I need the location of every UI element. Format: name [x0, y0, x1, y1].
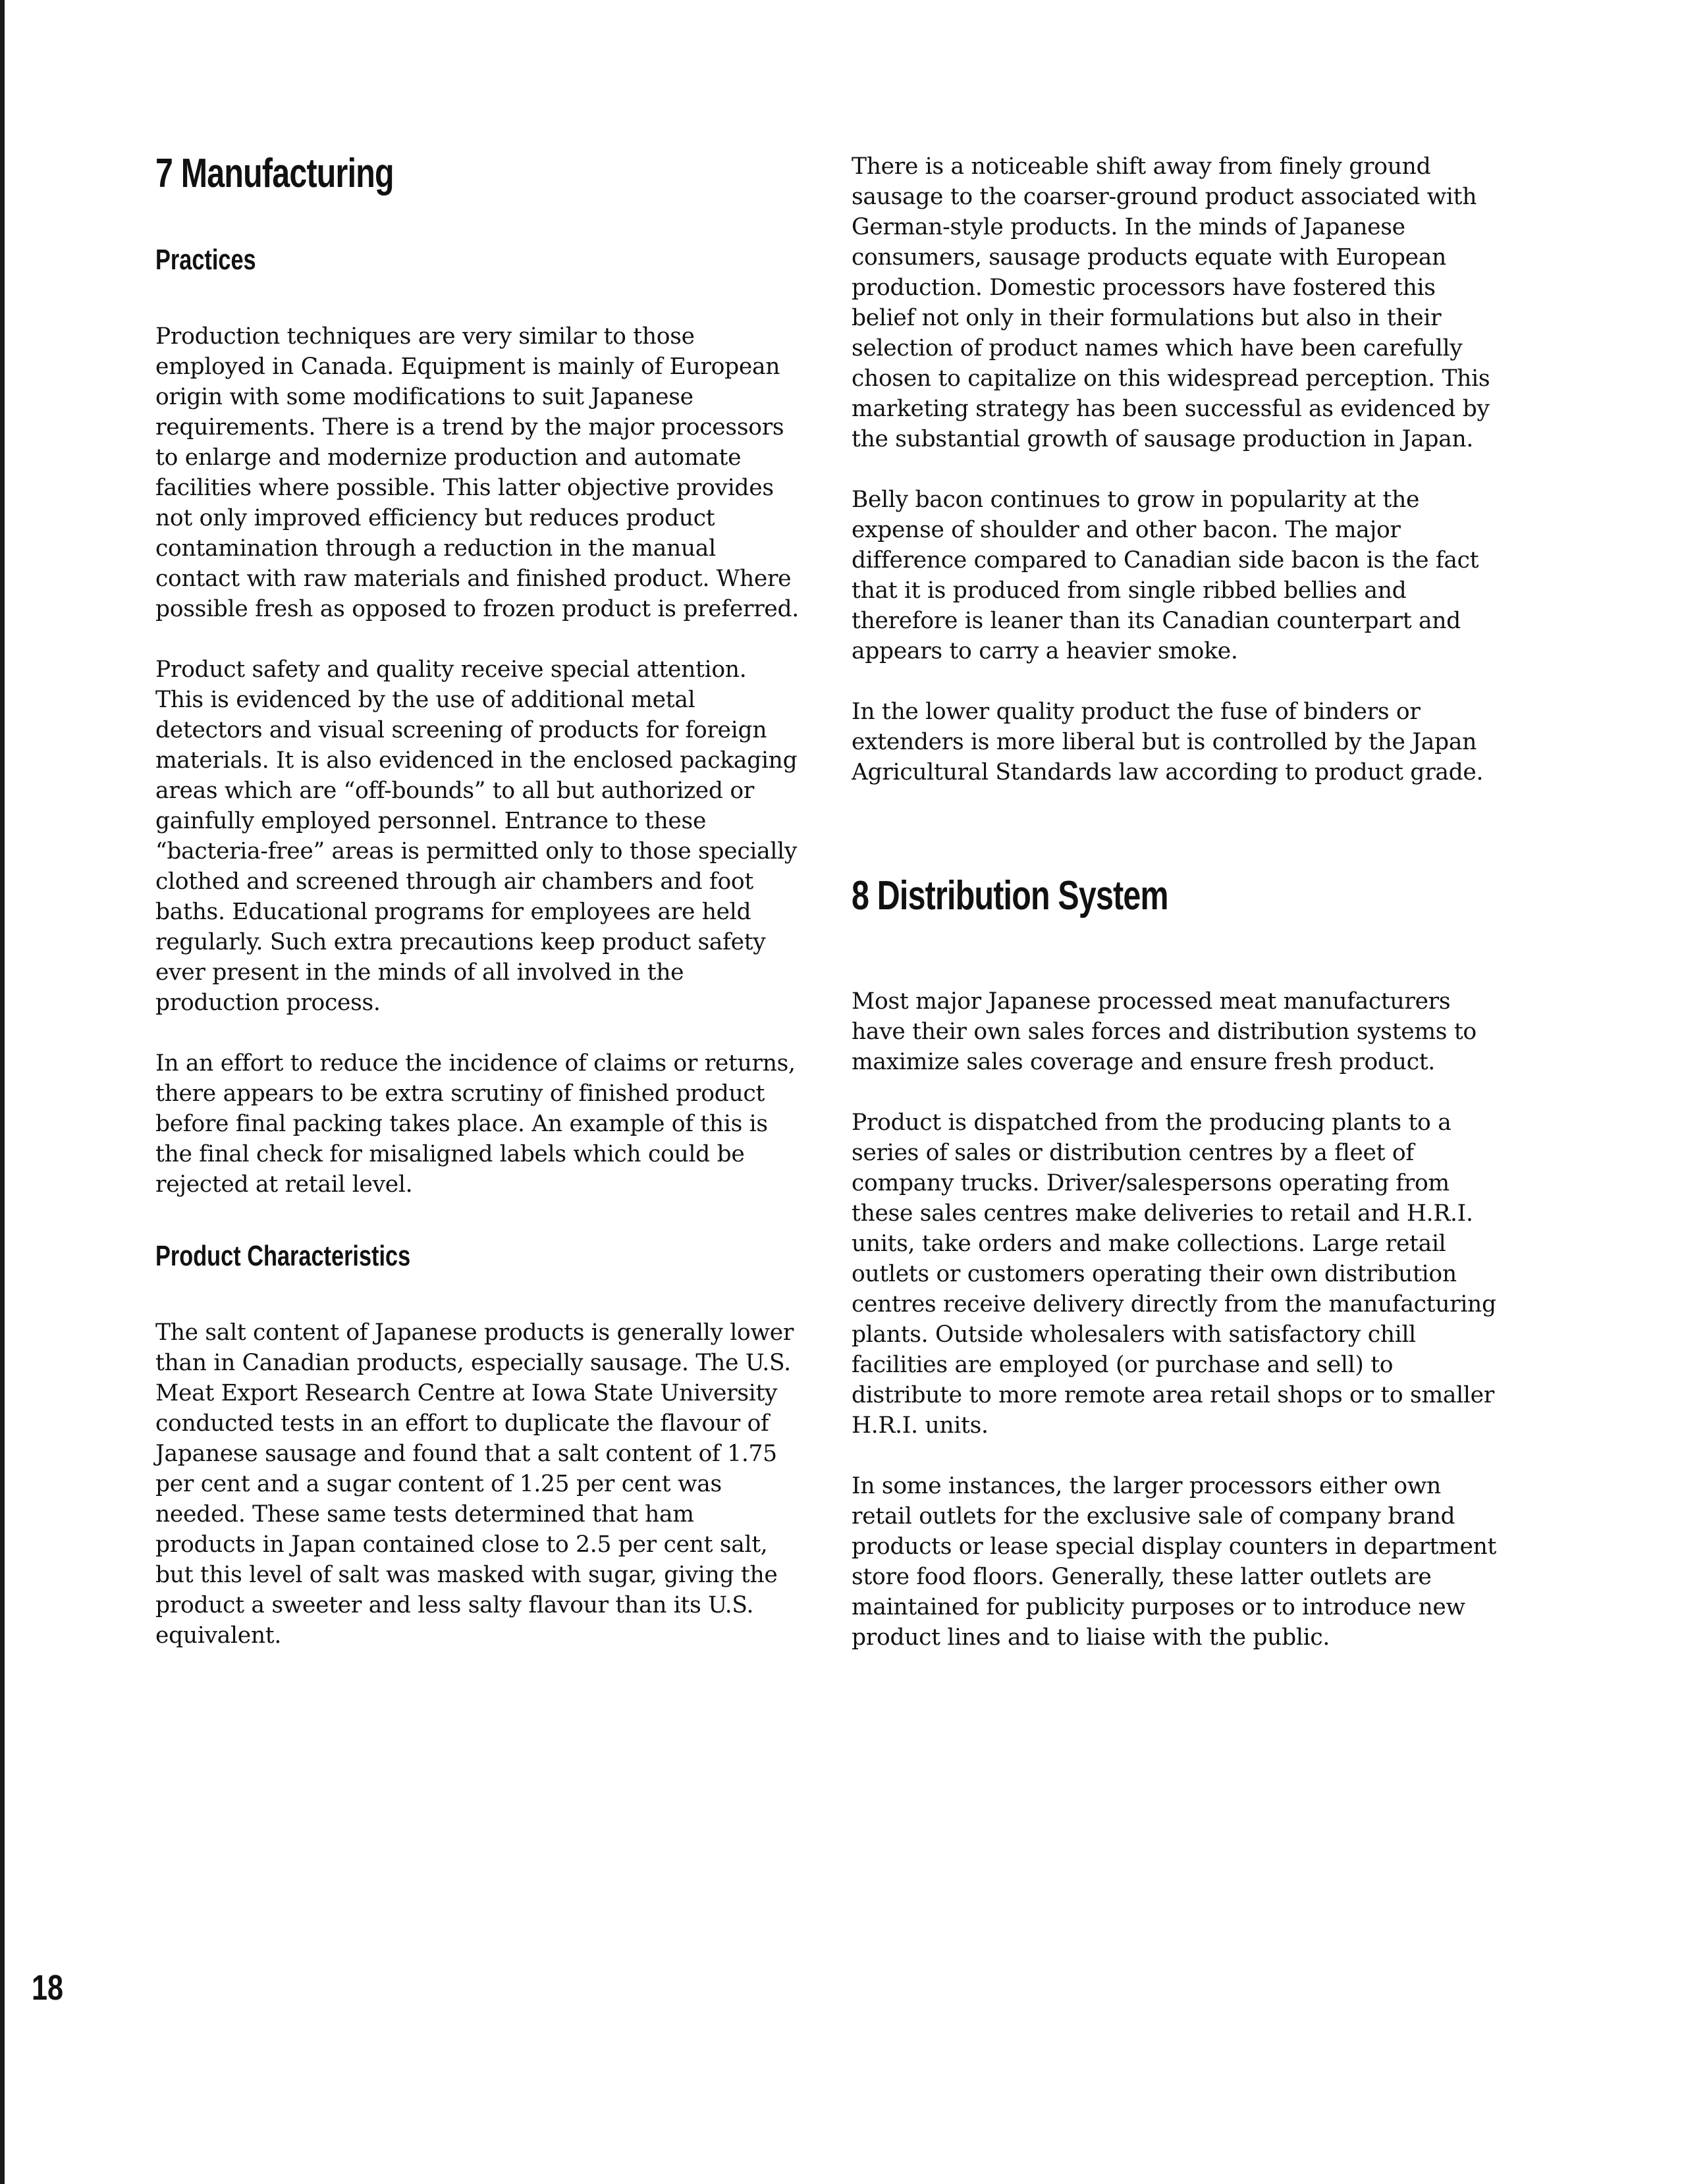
paragraph-sales-forces: Most major Japanese processed meat manufacturers have their own sales forces and distribution systems to maximize sales coverage and ensure fresh product.	[852, 988, 1477, 1076]
paragraph-belly-bacon: Belly bacon continues to grow in popularity at the expense of shoulder and other bacon. The major difference compared to Canadian side bacon is the fact that it is produced from single ribbed bellies and therefore is leaner than its Canadian counterpart and appears to carry a heavier smoke.	[852, 487, 1479, 664]
subsection-title-practices: Practices	[155, 244, 256, 277]
paragraph-product-safety: Product safety and quality receive special attention. This is evidenced by the use of additional metal detectors and visual screening of products for foreign materials. It is also evidenced in the enclosed packaging areas which are “off-bounds” to all but authorized or gainfully employed personnel. Entrance to these “bacteria-free” areas is permitted only to those specially clothed and screened through air chambers and foot baths. Educational programs for employees are held regularly. Such extra precautions keep product safety ever present in the minds of all involved in the production process.	[155, 656, 798, 1017]
right-column	[852, 151, 1497, 1653]
section-title-manufacturing: 7 Manufacturing	[155, 151, 394, 196]
paragraph-production-techniques: Production techniques are very similar to those employed in Canada. Equipment is mainly of European origin with some modifications to suit Japanese requirements. There is a trend by the major processors to enlarge and modernize production and automate facilities where possible. This latter objective provides not only improved efficiency but reduces product contamination through a reduction in the manual contact with raw materials and finished product. Where possible fresh as opposed to frozen product is preferred.	[155, 323, 799, 623]
paragraph-claims-returns: In an effort to reduce the incidence of claims or returns, there appears to be extra scrutiny of finished product before final packing takes place. An example of this is the final check for misaligned labels which could be rejected at retail level.	[155, 1050, 796, 1198]
paragraph-salt-content: The salt content of Japanese products is generally lower than in Canadian products, especially sausage. The U.S. Meat Export Research Centre at Iowa State University conducted tests in an effort to duplicate the flavour of Japanese sausage and found that a salt content of 1.75 per cent and a sugar content of 1.25 per cent was needed. These same tests determined that ham products in Japan contained close to 2.5 per cent salt, but this level of salt was masked with sugar, giving the product a sweeter and less salty flavour than its U.S. equivalent.	[155, 1319, 794, 1649]
section-title-distribution-system: 8 Distribution System	[852, 873, 1168, 919]
paragraph-retail-outlets: In some instances, the larger processors either own retail outlets for the exclusive sale of company brand products or lease special display counters in department store food floors. Generally, these latter outlets are maintained for publicity purposes or to introduce new product lines and to liaise with the public.	[852, 1473, 1497, 1651]
page-number: 18	[32, 1968, 64, 2008]
page-edge-rule	[0, 0, 5, 2184]
paragraph-binders-extenders: In the lower quality product the fuse of binders or extenders is more liberal but is controlled by the Japan Agricultural Standards law according to product grade.	[852, 699, 1484, 786]
paragraph-sausage-shift: There is a noticeable shift away from finely ground sausage to the coarser-ground product associated with German-style products. In the minds of Japanese consumers, sausage products equate with European production. Domestic processors have fostered this belief not only in their formulations but also in their selection of product names which have been carefully chosen to capitalize on this widespread perception. This marketing strategy has been successful as evidenced by the substantial growth of sausage production in Japan.	[852, 153, 1490, 452]
subsection-title-product-characteristics: Product Characteristics	[155, 1240, 411, 1273]
paragraph-product-dispatch: Product is dispatched from the producing plants to a series of sales or distribution centres by a fleet of company trucks. Driver/salespersons operating from these sales centres make deliveries to retail and H.R.I. units, take orders and make collections. Large retail outlets or customers operating their own distribution centres receive delivery directly from the manufacturing plants. Outside wholesalers with satisfactory chill facilities are employed (or purchase and sell) to distribute to more remote area retail shops or to smaller H.R.I. units.	[852, 1109, 1496, 1439]
left-column	[155, 142, 801, 1651]
